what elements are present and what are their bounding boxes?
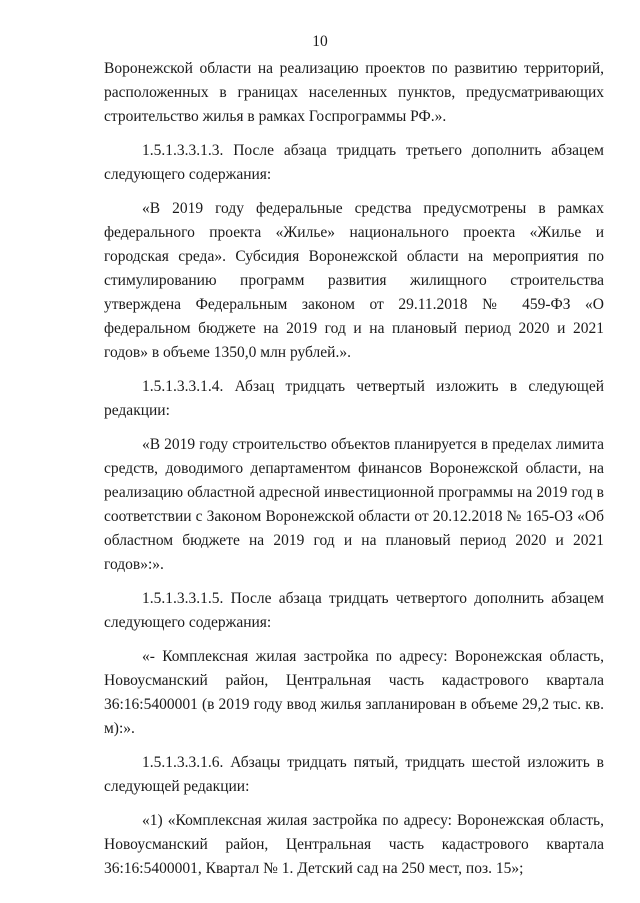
document-body [104,57,604,891]
paragraph-quote-construction-limit: «В 2019 году строительство объектов планируется в пределах лимита средств, доводимого департаментом финансов Воронежской области, на реализацию областной адресной инвестиционной программы на 2019 год в соответствии с Законом Воронежской области от 20.12.2018 № 165-ОЗ «Об областном бюджете на 2019 год и на плановый период 2020 и 2021 годов»:». [104,436,604,573]
paragraph-amendment-1-5-1-3-3-1-5: 1.5.1.3.3.1.5. После абзаца тридцать четвертого дополнить абзацем следующего содержания: [104,590,604,631]
paragraph-amendment-1-5-1-3-3-1-4: 1.5.1.3.3.1.4. Абзац тридцать четвертый изложить в следующей редакции: [104,378,604,419]
paragraph-continuation: Воронежской области на реализацию проектов по развитию территорий, расположенных в границах населенных пунктов, предусматривающих строительство жилья в рамках Госпрограммы РФ.». [104,60,604,125]
paragraph-amendment-1-5-1-3-3-1-6: 1.5.1.3.3.1.6. Абзацы тридцать пятый, тридцать шестой изложить в следующей редакции: [104,754,604,795]
paragraph-quote-federal-funds: «В 2019 году федеральные средства предусмотрены в рамках федерального проекта «Жилье» национального проекта «Жилье и городская среда». Субсидия Воронежской области на мероприятия по стимулированию программ развития жилищного строительства утверждена Федеральным законом от 29.11.2018 № 459-ФЗ «О федеральном бюджете на 2019 год и на плановый период 2020 и 2021 годов» в объеме 1350,0 млн рублей.». [104,200,604,361]
paragraph-quote-complex-development: «- Комплексная жилая застройка по адресу: Воронежская область, Новоусманский район, Центральная часть кадастрового квартала 36:16:5400001 (в 2019 году ввод жилья запланирован в объеме 29,2 тыс. кв. м):». [104,648,604,737]
paragraph-amendment-1-5-1-3-3-1-3: 1.5.1.3.3.1.3. После абзаца тридцать третьего дополнить абзацем следующего содержания: [104,142,604,183]
page-number: 10 [312,33,328,50]
paragraph-quote-kindergarten: «1) «Комплексная жилая застройка по адресу: Воронежская область, Новоусманский район, Центральная часть кадастрового квартала 36:16:5400001, Квартал № 1. Детский сад на 250 мест, поз. 15»; [104,812,604,877]
